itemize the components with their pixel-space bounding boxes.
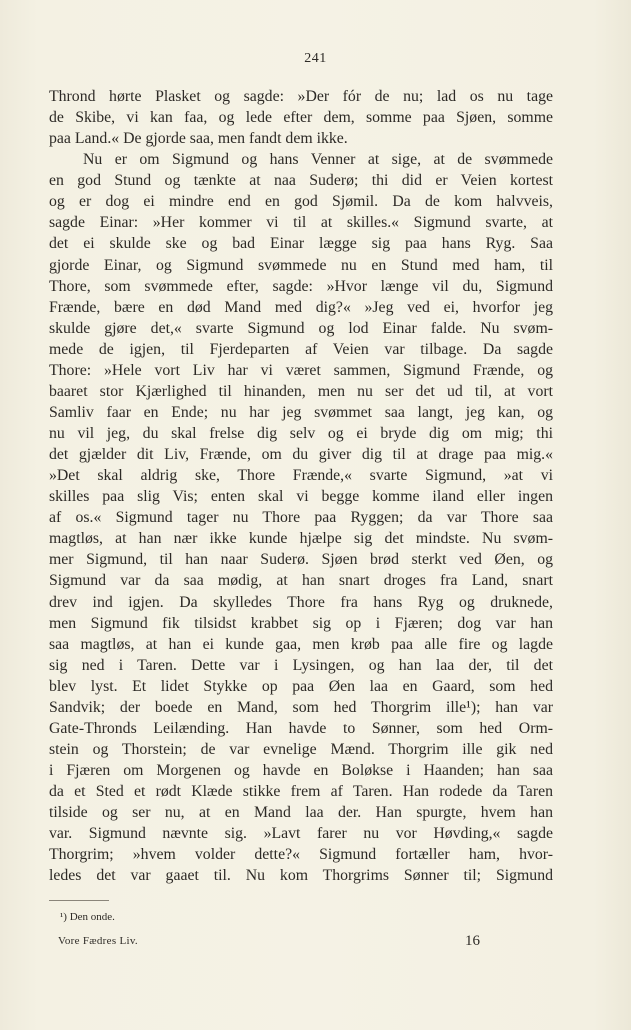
text-line: og er dog ei mindre end en god Sjømil. Da de kom halvveis, xyxy=(49,193,553,211)
text-line: da et Sted et rødt Klæde stikke frem af Taren. Han rodede da Taren xyxy=(49,783,553,801)
page-number: 241 xyxy=(304,51,327,66)
text-line: Thrond hørte Plasket og sagde: »Der fór de nu; lad os nu tage xyxy=(49,88,553,105)
text-line: det ei skulde ske og bad Einar lægge sig paa hans Ryg. Saa xyxy=(49,235,553,253)
footnote-divider xyxy=(49,900,109,901)
text-line: Frænde, bære en død Mand med dig?« »Jeg ved ei, hvorfor jeg xyxy=(49,298,553,316)
text-line: ledes det var gaaet til. Nu kom Thorgrims Sønner til; Sigmund xyxy=(49,867,553,885)
text-line: nu vil jeg, du skal frelse dig selv og ei bryde dig om mig; thi xyxy=(49,425,553,442)
sheet-number: 16 xyxy=(465,933,480,949)
text-line: mer Sigmund, til han naar Suderø. Sjøen brød sterkt ved Øen, og xyxy=(49,551,553,569)
text-line: tilside og ser nu, at en Mand laa der. Han spurgte, hvem han xyxy=(49,804,553,822)
text-line: stein og Thorstein; de var evnelige Mænd. Thorgrim ille gik ned xyxy=(49,740,553,758)
text-line: blev lyst. Et lidet Stykke op paa Øen laa en Gaard, som hed xyxy=(49,677,553,695)
body-text xyxy=(49,86,553,886)
text-line: det gjælder dit Liv, Frænde, om du giver dig til at drage paa mig.« xyxy=(49,446,553,464)
footnote xyxy=(60,910,115,924)
text-line: gjorde Einar, og Sigmund svømmede nu en Stund med ham, til xyxy=(49,256,553,274)
text-line: Sigmund var da saa mødig, at han snart droges fra Land, snart xyxy=(49,572,553,590)
text-line: Gate-Thronds Leilænding. Han havde to Sønner, som hed Orm- xyxy=(49,719,553,737)
text-line: Thore, som svømmede efter, sagde: »Hvor længe vil du, Sigmund xyxy=(49,277,553,295)
text-line: mede de igjen, til Fjerdeparten af Veien var tilbage. Da sagde xyxy=(49,340,553,358)
footnote-text: Den onde. xyxy=(69,911,115,923)
text-line: saa magtløs, at han ei kunde gaa, men krøb paa alle fire og lagde xyxy=(49,635,553,653)
text-line: skulde gjøre det,« svarte Sigmund og lod Einar falde. Nu svøm- xyxy=(49,319,553,337)
text-line: Thorgrim; »hvem volder dette?« Sigmund fortæller ham, hvor- xyxy=(49,846,553,864)
text-line: skilles paa slig Vis; enten skal vi begge komme iland eller ingen xyxy=(49,488,553,506)
text-line: var. Sigmund nævnte sig. »Lavt farer nu vor Høvding,« sagde xyxy=(49,825,553,843)
text-line: en god Stund og tænkte at naa Suderø; thi did er Veien kortest xyxy=(49,172,553,190)
footnote-marker: ¹) xyxy=(60,911,67,923)
text-line: Nu er om Sigmund og hans Venner at sige, at de svømmede xyxy=(83,151,553,169)
text-line: de Skibe, vi kan faa, og lede efter dem, somme paa Sjøen, somme xyxy=(49,109,553,127)
text-line: af os.« Sigmund tager nu Thore paa Ryggen; da var Thore saa xyxy=(49,509,553,527)
text-line: drev ind igjen. Da skylledes Thore fra hans Ryg og druknede, xyxy=(49,593,553,611)
text-line: men Sigmund fik tilsidst krabbet sig op i Fjæren; dog var han xyxy=(49,614,553,632)
text-line: »Det skal aldrig ske, Thore Frænde,« svarte Sigmund, »at vi xyxy=(49,467,553,485)
text-line: sig ned i Taren. Dette var i Lysingen, og han laa der, til det xyxy=(49,656,553,674)
text-line: Samliv faar en Ende; nu har jeg svømmet saa langt, jeg kan, og xyxy=(49,403,553,421)
text-line: i Fjæren om Morgenen og havde en Boløkse i Haanden; han saa xyxy=(49,762,553,779)
text-line: sagde Einar: »Her kommer vi til at skilles.« Sigmund svarte, at xyxy=(49,214,553,232)
signature-mark: Vore Fædres Liv. xyxy=(58,935,138,947)
text-line: Sandvik; der boede en Mand, som hed Thorgrim ille¹); han var xyxy=(49,698,553,716)
text-line: Thore: »Hele vort Liv har vi været sammen, Sigmund Frænde, og xyxy=(49,361,553,379)
text-line: magtløs, at han nær ikke kunde hjælpe sig det mindste. Nu svøm- xyxy=(49,530,553,548)
text-line: baaret stor Kjærlighed til hinanden, men nu ser det ud til, at vort xyxy=(49,382,553,400)
text-line: paa Land.« De gjorde saa, men fandt dem ikke. xyxy=(49,130,348,148)
